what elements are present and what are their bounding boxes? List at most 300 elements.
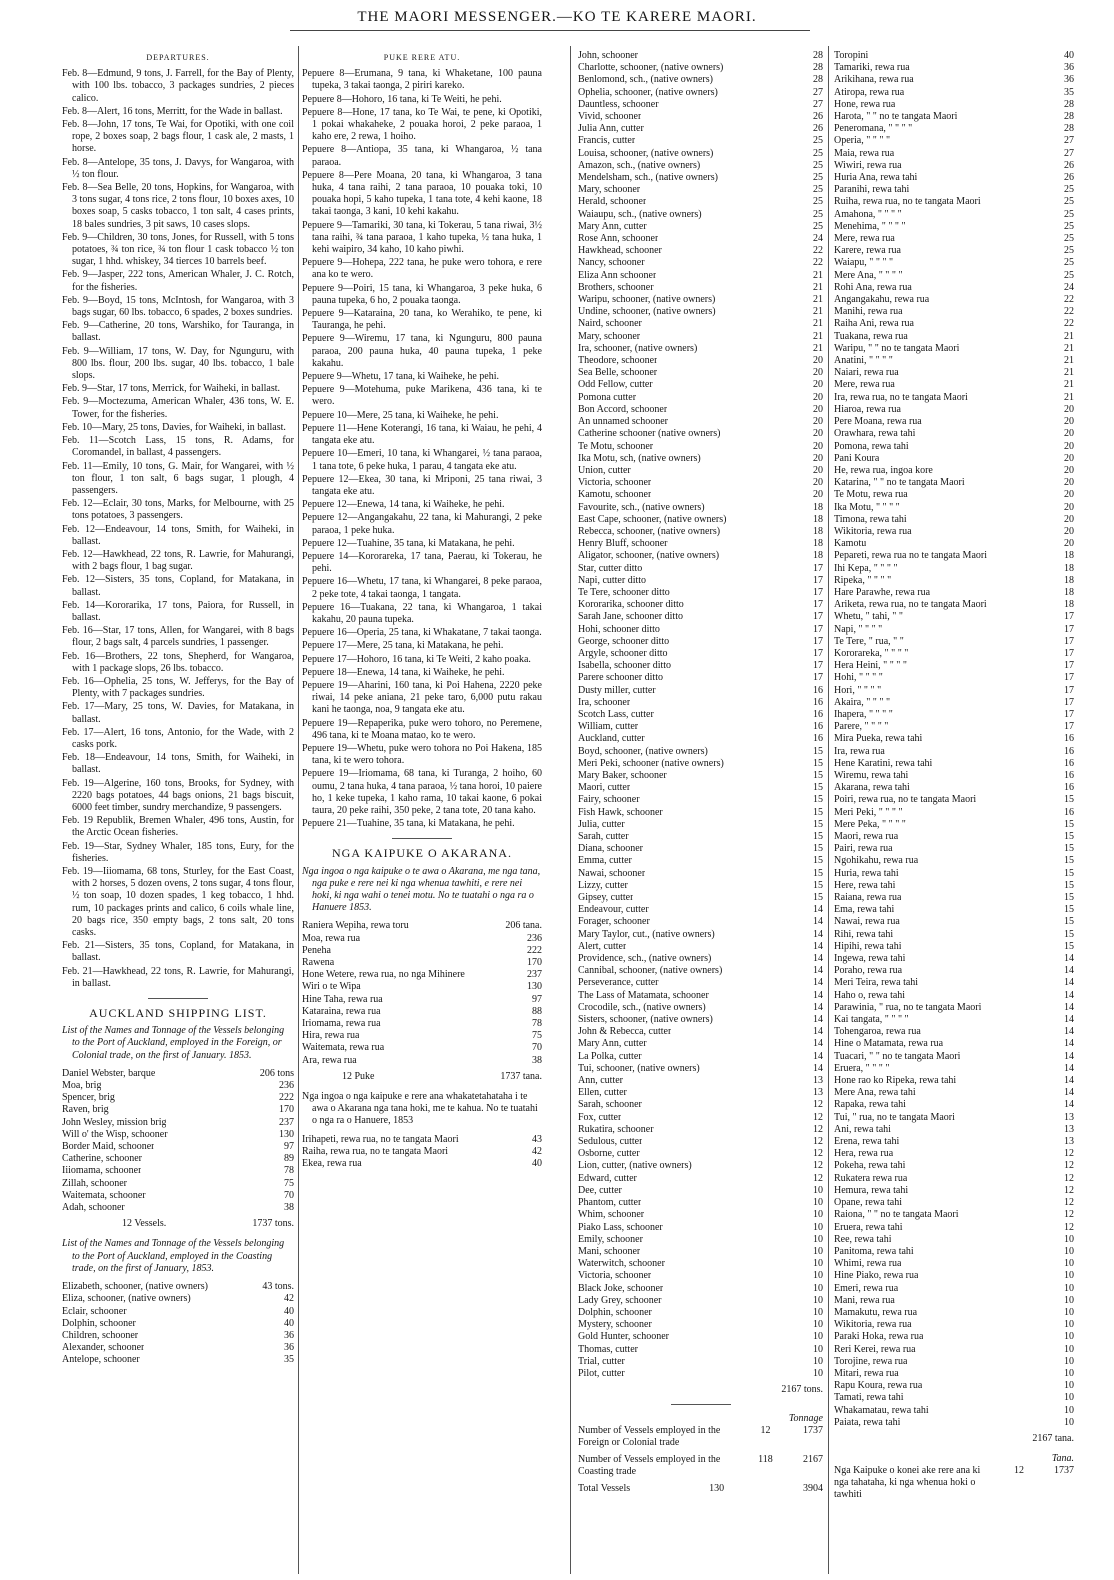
- vessel-name: Whim, schooner: [578, 1209, 645, 1221]
- vessel-name: Mary Taylor, cut., (native owners): [578, 928, 715, 940]
- vessel-tonnage: 20: [813, 440, 823, 452]
- departure-entry: Pepuere 16—Operia, 25 tana, ki Whakatane, 7 takai taonga.: [302, 627, 542, 639]
- vessel-tonnage: 40: [284, 1317, 294, 1329]
- vessel-row: [62, 1318, 294, 1330]
- vessel-name: Nawai, rewa rua: [834, 916, 900, 928]
- departure-entry: Pepuere 8—Antiopa, 35 tana, ki Whangaroa, ½ tana paraoa.: [302, 144, 542, 168]
- departure-entry: Feb. 8—Alert, 16 tons, Merritt, for the Wade in ballast.: [62, 105, 283, 117]
- vessel-tonnage: 12: [1064, 1184, 1074, 1196]
- vessel-name: Hira, rewa rua: [302, 1030, 360, 1042]
- vessel-name: Endeavour, cutter: [578, 904, 649, 916]
- vessel-row: [834, 953, 1074, 965]
- vessel-row: [578, 697, 823, 709]
- vessel-tonnage: 42: [532, 1145, 542, 1157]
- vessel-row: [302, 1146, 542, 1158]
- vessel-row: [834, 1258, 1074, 1270]
- foreign-total-maori: [302, 1071, 542, 1083]
- vessel-row: [834, 257, 1074, 269]
- vessel-row: [578, 782, 823, 794]
- vessel-tonnage: 20: [813, 355, 823, 367]
- vessel-name: Irihapeti, rewa rua, no te tangata Maori: [302, 1133, 459, 1145]
- vessel-name: Victoria, schooner: [578, 1270, 652, 1282]
- departure-entry: Pepuere 18—Enewa, 14 tana, ki Waiheke, he pehi.: [302, 666, 505, 678]
- vessel-name: Ira, schooner, (native owners): [578, 342, 698, 354]
- departure-entry: Pepuere 10—Mere, 25 tana, ki Waiheke, he pehi.: [302, 409, 499, 421]
- vessel-row: [578, 148, 823, 160]
- vessel-tonnage: 15: [813, 818, 823, 830]
- vessel-name: Tui, schooner, (native owners): [578, 1062, 700, 1074]
- vessel-row: [578, 831, 823, 843]
- foreign-total-label: 12 Vessels.: [122, 1218, 167, 1230]
- vessel-row: [578, 868, 823, 880]
- vessel-row: [578, 721, 823, 733]
- vessel-row: [834, 1380, 1074, 1392]
- vessel-name: Rihi, rewa tahi: [834, 928, 894, 940]
- vessel-row: [578, 1148, 823, 1160]
- vessel-tonnage: 222: [279, 1092, 294, 1104]
- vessel-name: Harota, " " no te tangata Maori: [834, 111, 958, 123]
- departure-entry: Feb. 16—Ophelia, 25 tons, W. Jefferys, for the Bay of Plenty, with 7 packages sundries.: [62, 675, 294, 700]
- vessel-row: [834, 563, 1074, 575]
- vessel-name: Erena, rewa tahi: [834, 1136, 900, 1148]
- vessel-row: [834, 196, 1074, 208]
- vessel-row: [578, 819, 823, 831]
- departure-entry: Feb. 14—Kororarika, 17 tons, Paiora, for Russell, in ballast.: [62, 599, 294, 623]
- vessel-tonnage: 16: [1064, 757, 1074, 769]
- vessel-name: Mira Pueka, rewa tahi: [834, 733, 923, 745]
- vessel-tonnage: 17: [1064, 696, 1074, 708]
- vessel-row: [578, 502, 823, 514]
- vessel-tonnage: 16: [1064, 733, 1074, 745]
- vessel-tonnage: 21: [813, 294, 823, 306]
- vessel-tonnage: 12: [1064, 1197, 1074, 1209]
- vessel-row: [834, 1344, 1074, 1356]
- vessel-row: [578, 453, 823, 465]
- vessel-name: Parere schooner ditto: [578, 672, 663, 684]
- vessel-tonnage: 15: [1064, 940, 1074, 952]
- vessel-name: Timona, rewa tahi: [834, 513, 907, 525]
- vessel-name: Anatini, " " " ": [834, 355, 893, 367]
- vessel-row: [302, 969, 542, 981]
- vessel-row: [834, 1197, 1074, 1209]
- vessel-name: Lady Grey, schooner: [578, 1294, 662, 1306]
- vessel-row: [834, 306, 1074, 318]
- vessel-row: [578, 624, 823, 636]
- vessel-row: [834, 599, 1074, 611]
- vessel-row: [578, 331, 823, 343]
- vessel-row: [578, 1173, 823, 1185]
- vessel-tonnage: 17: [1064, 660, 1074, 672]
- vessel-row: [578, 50, 823, 62]
- vessel-row: [834, 1063, 1074, 1075]
- vessel-tonnage: 170: [527, 957, 542, 969]
- vessel-tonnage: 20: [1064, 489, 1074, 501]
- vessel-row: [578, 770, 823, 782]
- vessel-tonnage: 21: [813, 342, 823, 354]
- vessel-row: [834, 1173, 1074, 1185]
- vessel-tonnage: 88: [532, 1005, 542, 1017]
- vessel-name: Black Joke, schooner: [578, 1282, 664, 1294]
- vessel-name: Pokeha, rewa tahi: [834, 1160, 906, 1172]
- vessel-tonnage: 20: [1064, 440, 1074, 452]
- vessel-row: [578, 367, 823, 379]
- vessel-tonnage: 15: [1064, 928, 1074, 940]
- vessel-name: Mary Ann, cutter: [578, 1038, 647, 1050]
- vessel-row: [834, 1124, 1074, 1136]
- summary-row: [578, 1454, 823, 1478]
- vessel-row: [834, 807, 1074, 819]
- vessel-name: An unnamed schooner: [578, 416, 668, 428]
- departure-entry: Pepuere 14—Kororareka, 17 tana, Paerau, ki Tokerau, he pehi.: [302, 550, 542, 575]
- column-divider: [298, 46, 299, 1574]
- vessel-name: Mani, rewa rua: [834, 1294, 895, 1306]
- vessel-row: [834, 648, 1074, 660]
- vessel-tonnage: 38: [284, 1202, 294, 1214]
- vessel-name: Wiwiri, rewa rua: [834, 159, 902, 171]
- vessel-name: Napi, " " " ": [834, 623, 883, 635]
- vessel-name: Hone, rewa rua: [834, 98, 896, 110]
- summary-tons: 1737: [1054, 1465, 1074, 1477]
- vessel-name: Julia, cutter: [578, 818, 625, 830]
- vessel-name: Mamakutu, rewa rua: [834, 1306, 918, 1318]
- vessel-row: [834, 453, 1074, 465]
- vessel-tonnage: 17: [813, 562, 823, 574]
- vessel-tonnage: 16: [813, 708, 823, 720]
- vessel-row: [578, 441, 823, 453]
- vessel-name: Whetu, " tahi, " ": [834, 611, 903, 623]
- vessel-row: [578, 135, 823, 147]
- vessel-row: [834, 1075, 1074, 1087]
- vessel-tonnage: 15: [813, 745, 823, 757]
- vessel-name: Eruera, rewa tahi: [834, 1221, 903, 1233]
- vessel-name: Hohi, schooner ditto: [578, 623, 660, 635]
- departure-entry: Pepuere 19—Repaperika, puke wero tohoro, no Peremene, 496 tana, ki te Moana matao, ko te wero.: [302, 717, 542, 741]
- vessel-name: Charlotte, schooner, (native owners): [578, 62, 724, 74]
- vessel-tonnage: 18: [813, 513, 823, 525]
- vessel-row: [834, 50, 1074, 62]
- vessel-row: [834, 685, 1074, 697]
- vessel-name: Brothers, schooner: [578, 281, 654, 293]
- vessel-row: [834, 1246, 1074, 1258]
- vessel-name: John Wesley, mission brig: [62, 1116, 167, 1128]
- vessel-tonnage: 12: [1064, 1172, 1074, 1184]
- vessel-tonnage: 20: [1064, 477, 1074, 489]
- vessel-row: [834, 929, 1074, 941]
- vessel-name: Ani, rewa tahi: [834, 1123, 891, 1135]
- vessel-row: [834, 746, 1074, 758]
- vessel-name: Parawinia, " rua, no te tangata Maori: [834, 1001, 982, 1013]
- vessel-tonnage: 17: [813, 635, 823, 647]
- coasting-intro-maori: Nga ingoa o nga kaipuke e rere ana whakatetahataha i te awa o Akarana nga tana hoki, me te kahua. No te tuatahi o nga ra o Hanuere, 1853: [302, 1091, 538, 1127]
- vessel-tonnage: 36: [1064, 74, 1074, 86]
- summary-label: Number of Vessels employed in the Coasting trade: [578, 1454, 721, 1478]
- coasting-vessel-list-maori: [302, 1134, 542, 1171]
- vessel-row: [834, 575, 1074, 587]
- vessel-tonnage: 28: [1064, 111, 1074, 123]
- vessel-name: Hone Wetere, rewa rua, no nga Mihinere: [302, 969, 465, 981]
- vessel-tonnage: 14: [813, 953, 823, 965]
- vessel-row: [834, 1331, 1074, 1343]
- masthead-rule: [290, 30, 810, 31]
- vessel-tonnage: 16: [1064, 745, 1074, 757]
- vessel-name: Gipsey, cutter: [578, 892, 634, 904]
- vessel-row: [834, 404, 1074, 416]
- vessel-row: [834, 587, 1074, 599]
- vessel-name: Naiari, rewa rua: [834, 367, 899, 379]
- vessel-tonnage: 10: [813, 1270, 823, 1282]
- vessel-tonnage: 10: [1064, 1294, 1074, 1306]
- vessel-name: Hawkhead, schooner: [578, 245, 662, 257]
- vessel-name: Ika Motu, " " " ": [834, 501, 900, 513]
- vessel-tonnage: 15: [1064, 794, 1074, 806]
- vessel-tonnage: 15: [813, 794, 823, 806]
- vessel-row: [578, 672, 823, 684]
- vessel-name: Isabella, schooner ditto: [578, 660, 672, 672]
- vessel-tonnage: 14: [813, 940, 823, 952]
- departure-entry: Pepuere 19—Iriomama, 68 tana, ki Turanga, 2 hoiho, 60 oumu, 2 tana huka, 4 tana paraoa, ½ tana horoi, 10 paiere ho, 1 keke tupeka, 1 kaho rama, 10 takai kaone, 6 pokai taura, 20 peke raihi, 350 peke, 2 tana tote, 20 tana kaho.: [302, 768, 542, 816]
- vessel-row: [62, 1190, 294, 1202]
- departure-entry: Pepuere 9—Whetu, 17 tana, ki Waiheke, he pehi.: [302, 371, 500, 383]
- vessel-tonnage: 20: [813, 416, 823, 428]
- summary-count: 12: [1014, 1465, 1024, 1477]
- vessel-name: Ann, cutter: [578, 1075, 623, 1087]
- vessel-row: [578, 416, 823, 428]
- vessel-tonnage: 18: [1064, 574, 1074, 586]
- vessel-row: [578, 209, 823, 221]
- vessel-row: [302, 1055, 542, 1067]
- vessel-name: Rebecca, schooner, (native owners): [578, 525, 721, 537]
- coasting-total-tons: 2167 tons.: [781, 1384, 823, 1396]
- vessel-row: [834, 733, 1074, 745]
- vessel-row: [578, 184, 823, 196]
- vessel-tonnage: 22: [1064, 294, 1074, 306]
- vessel-name: Will o' the Wisp, schooner: [62, 1128, 168, 1140]
- vessel-row: [834, 1209, 1074, 1221]
- vessel-row: [834, 392, 1074, 404]
- vessel-name: Louisa, schooner, (native owners): [578, 147, 714, 159]
- coasting-vessel-list-maori-continued: [834, 50, 1074, 1429]
- vessel-name: Paraki Hoka, rewa rua: [834, 1331, 924, 1343]
- vessel-row: [578, 538, 823, 550]
- vessel-name: Antelope, schooner: [62, 1354, 140, 1366]
- vessel-tonnage: 22: [813, 257, 823, 269]
- vessel-name: Eliza Ann schooner: [578, 269, 657, 281]
- vessel-tonnage: 15: [1064, 855, 1074, 867]
- vessel-name: Ihi Kepa, " " " ": [834, 562, 898, 574]
- vessel-tonnage: 28: [813, 62, 823, 74]
- vessel-tonnage: 10: [1064, 1245, 1074, 1257]
- vessel-name: Meri Peki, " " " ": [834, 806, 903, 818]
- vessel-tonnage: 206 tons: [259, 1067, 294, 1079]
- vessel-row: [578, 1002, 823, 1014]
- vessel-row: [578, 62, 823, 74]
- vessel-name: Catherine, schooner: [62, 1153, 142, 1165]
- vessel-name: Gold Hunter, schooner: [578, 1331, 669, 1343]
- departure-entry: Feb. 17—Alert, 16 tons, Antonio, for the Wade, with 2 casks pork.: [62, 726, 294, 750]
- vessel-name: Katarina, " " no te tangata Maori: [834, 477, 965, 489]
- vessel-tonnage: 13: [1064, 1111, 1074, 1123]
- vessel-tonnage: 21: [1064, 367, 1074, 379]
- vessel-row: [578, 404, 823, 416]
- vessel-name: Hera Heini, " " " ": [834, 660, 907, 672]
- vessel-row: [578, 550, 823, 562]
- vessel-tonnage: 78: [532, 1018, 542, 1030]
- vessel-row: [578, 685, 823, 697]
- vessel-tonnage: 130: [279, 1128, 294, 1140]
- summary-row: [834, 1465, 1074, 1501]
- vessel-row: [62, 1153, 294, 1165]
- vessel-name: Sarah Jane, schooner ditto: [578, 611, 683, 623]
- vessel-name: Sedulous, cutter: [578, 1136, 643, 1148]
- shipping-list-heading: AUCKLAND SHIPPING LIST.: [89, 1006, 267, 1021]
- vessel-name: Boyd, schooner, (native owners): [578, 745, 708, 757]
- vessel-tonnage: 17: [813, 672, 823, 684]
- vessel-row: [578, 733, 823, 745]
- vessel-tonnage: 17: [813, 611, 823, 623]
- vessel-row: [834, 1270, 1074, 1282]
- vessel-tonnage: 42: [284, 1293, 294, 1305]
- vessel-name: Rose Ann, schooner: [578, 233, 659, 245]
- vessel-tonnage: 14: [813, 904, 823, 916]
- vessel-tonnage: 10: [813, 1209, 823, 1221]
- vessel-name: Sisters, schooner, (native owners): [578, 1014, 713, 1026]
- vessel-row: [834, 1112, 1074, 1124]
- vessel-tonnage: 97: [532, 993, 542, 1005]
- section-divider: [671, 1404, 731, 1405]
- departure-entry: Feb. 9—Moctezuma, American Whaler, 436 tons, W. E. Tower, for the fisheries.: [62, 396, 294, 420]
- vessel-name: Hori, " " " ": [834, 684, 882, 696]
- vessel-name: Paiata, rewa tahi: [834, 1416, 901, 1428]
- vessel-name: Herald, schooner: [578, 196, 647, 208]
- vessel-tonnage: 10: [813, 1367, 823, 1379]
- vessel-tonnage: 14: [1064, 1050, 1074, 1062]
- vessel-name: Meri Teira, rewa tahi: [834, 977, 919, 989]
- vessel-row: [578, 1270, 823, 1282]
- vessel-row: [834, 892, 1074, 904]
- vessel-row: [578, 1124, 823, 1136]
- vessel-tonnage: 14: [813, 1026, 823, 1038]
- vessel-row: [834, 355, 1074, 367]
- vessel-name: Ophelia, schooner, (native owners): [578, 86, 718, 98]
- vessel-row: [62, 1117, 294, 1129]
- vessel-name: Operia, " " " ": [834, 135, 891, 147]
- vessel-row: [578, 1283, 823, 1295]
- vessel-tonnage: 17: [813, 660, 823, 672]
- vessel-row: [578, 392, 823, 404]
- vessel-name: Te Motu, rewa rua: [834, 489, 908, 501]
- vessel-name: Ira, rewa rua: [834, 745, 885, 757]
- coasting-total: [578, 1384, 823, 1396]
- vessel-tonnage: 25: [1064, 245, 1074, 257]
- departure-entry: Feb. 21—Hawkhead, 22 tons, R. Lawrie, for Mahurangi, in ballast.: [62, 965, 294, 989]
- vessel-tonnage: 10: [1064, 1282, 1074, 1294]
- vessel-tonnage: 25: [813, 196, 823, 208]
- vessel-row: [578, 1087, 823, 1099]
- vessel-tonnage: 25: [813, 220, 823, 232]
- vessel-tonnage: 20: [813, 452, 823, 464]
- vessel-tonnage: 20: [813, 391, 823, 403]
- vessel-tonnage: 12: [813, 1160, 823, 1172]
- vessel-tonnage: 14: [1064, 965, 1074, 977]
- column-divider: [828, 46, 829, 1574]
- vessel-row: [834, 1392, 1074, 1404]
- vessel-tonnage: 15: [813, 892, 823, 904]
- vessel-row: [834, 1002, 1074, 1014]
- departure-entry: Pepuere 9—Motehuma, puke Marikena, 436 tana, ki te wero.: [302, 384, 542, 408]
- vessel-tonnage: 237: [527, 969, 542, 981]
- vessel-name: Amahona, " " " ": [834, 208, 902, 220]
- vessel-tonnage: 26: [813, 123, 823, 135]
- vessel-tonnage: 10: [1064, 1355, 1074, 1367]
- vessel-row: [578, 611, 823, 623]
- vessel-row: [62, 1281, 294, 1293]
- departure-entry: Pepuere 9—Kataraina, 20 tana, ko Werahiko, te pene, ki Tauranga, he pehi.: [302, 308, 542, 332]
- vessel-row: [578, 245, 823, 257]
- vessel-name: Mitari, rewa rua: [834, 1367, 899, 1379]
- foreign-vessel-list-maori: [302, 920, 542, 1066]
- vessel-tonnage: 10: [813, 1355, 823, 1367]
- vessel-name: Wiri o te Wipa: [302, 981, 361, 993]
- vessel-tonnage: 28: [813, 50, 823, 61]
- vessel-tonnage: 15: [1064, 818, 1074, 830]
- summary-label: Total Vessels: [578, 1483, 631, 1495]
- vessel-tonnage: 16: [1064, 769, 1074, 781]
- vessel-row: [578, 306, 823, 318]
- vessel-name: Kataraina, rewa rua: [302, 1005, 381, 1017]
- departure-entry: Pepuere 12—Ekea, 30 tana, ki Mriponi, 25 tana riwai, 3 tangata eke atu.: [302, 473, 542, 497]
- vessel-row: [834, 965, 1074, 977]
- vessel-row: [578, 233, 823, 245]
- vessel-tonnage: 21: [813, 306, 823, 318]
- vessel-tonnage: 21: [1064, 355, 1074, 367]
- vessel-name: Te Motu, schooner: [578, 440, 654, 452]
- vessel-name: Whakamatau, rewa tahi: [834, 1404, 929, 1416]
- vessel-row: [834, 1307, 1074, 1319]
- vessel-tonnage: 21: [1064, 342, 1074, 354]
- vessel-tonnage: 206 tana.: [505, 920, 542, 932]
- vessel-tonnage: 16: [813, 721, 823, 733]
- vessel-name: Julia Ann, cutter: [578, 123, 644, 135]
- vessel-row: [834, 1051, 1074, 1063]
- vessel-tonnage: 43 tons.: [262, 1281, 294, 1293]
- vessel-row: [578, 990, 823, 1002]
- vessel-name: Lizzy, cutter: [578, 879, 628, 891]
- vessel-name: Waterwitch, schooner: [578, 1258, 665, 1270]
- vessel-tonnage: 14: [813, 965, 823, 977]
- vessel-tonnage: 10: [1064, 1404, 1074, 1416]
- vessel-row: [578, 709, 823, 721]
- vessel-row: [578, 563, 823, 575]
- vessel-row: [578, 746, 823, 758]
- vessel-tonnage: 14: [1064, 1026, 1074, 1038]
- vessel-row: [578, 1038, 823, 1050]
- vessel-row: [834, 282, 1074, 294]
- vessel-tonnage: 15: [1064, 879, 1074, 891]
- vessel-row: [578, 648, 823, 660]
- vessel-tonnage: 12: [813, 1123, 823, 1135]
- vessel-tonnage: 12: [813, 1099, 823, 1111]
- vessel-row: [578, 916, 823, 928]
- vessel-row: [302, 957, 542, 969]
- vessel-tonnage: 15: [1064, 867, 1074, 879]
- summary-rows-maori: [834, 1465, 1074, 1501]
- vessel-tonnage: 20: [1064, 501, 1074, 513]
- vessel-tonnage: 15: [813, 843, 823, 855]
- vessel-tonnage: 14: [1064, 977, 1074, 989]
- vessel-row: [302, 1134, 542, 1146]
- vessel-row: [578, 74, 823, 86]
- vessel-tonnage: 75: [532, 1030, 542, 1042]
